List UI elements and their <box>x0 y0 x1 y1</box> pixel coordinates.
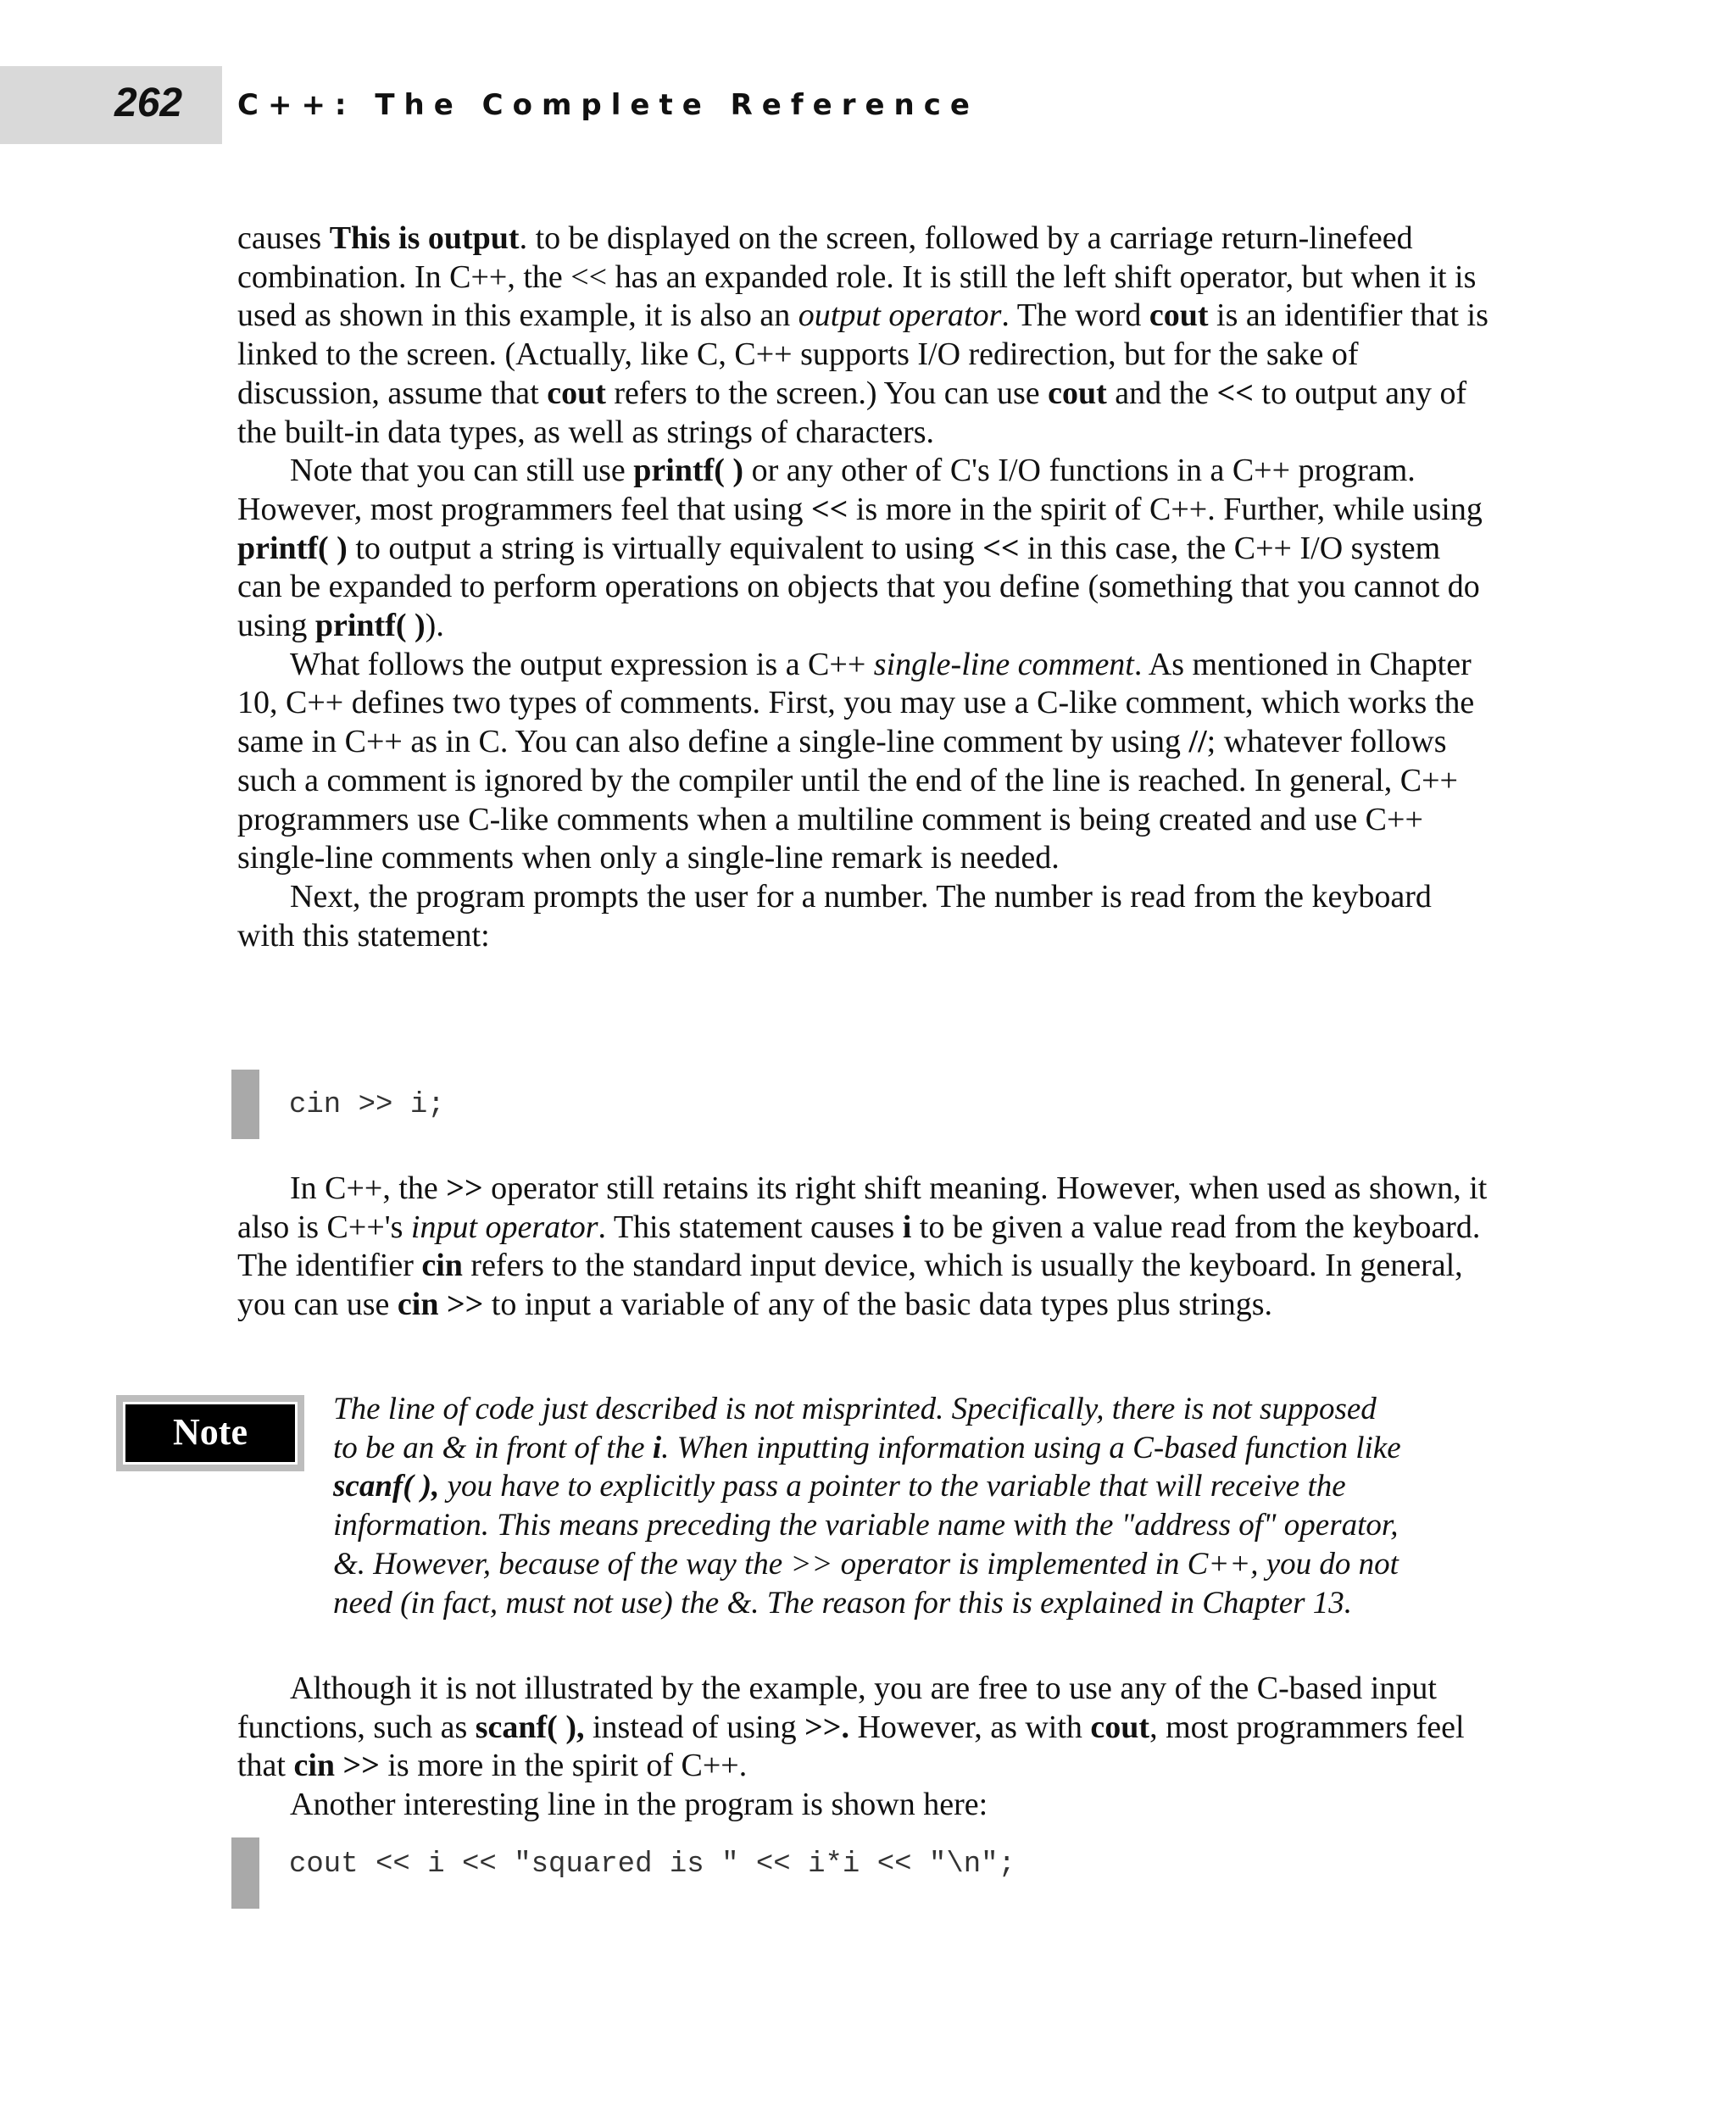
text-run: refers to the screen.) You can use <box>605 375 1049 411</box>
text-run: is more in the spirit of C++. Further, while using <box>848 491 1483 527</box>
italic-text: input operator <box>410 1209 598 1245</box>
text-run: you have to explicitly pass a pointer to the variable that will receive the information. This means preceding the variable name with the "address of" operator, &. However, because of the way the >> operator is implemented in C++, you do not need (in fact, must not use) the &. The reason for this is explained in Chapter 13. <box>333 1469 1399 1621</box>
note-text <box>333 1390 1401 1622</box>
text-run: is an identifier that is linked to the screen. (Actually, like C, C++ supports I/O redirection, but for the sake of discussion, assume that <box>237 297 1488 411</box>
paragraph <box>237 646 1492 878</box>
text-run: Although it is not illustrated by the example, you are free to use any of the C-based input functions, such as <box>237 1671 1437 1745</box>
running-title: C++: The Complete Reference <box>237 88 979 122</box>
bold-text: cout <box>1090 1709 1150 1745</box>
text-run: In C++, the <box>290 1170 447 1206</box>
text-run: and the <box>1106 375 1217 411</box>
paragraph <box>237 452 1492 646</box>
header-band <box>0 66 222 144</box>
text-run: instead of using <box>584 1709 805 1745</box>
bold-text: // <box>1188 724 1207 760</box>
text-run: . As mentioned in Chapter 10, C++ defines two types of comments. First, you may use a C-like comment, which works the same in C++ as in C. You can also define a single-line comment by using <box>237 646 1475 760</box>
bold-text: cin >> <box>293 1748 380 1784</box>
italic-text: single-line comment <box>873 646 1134 682</box>
text-run: to input a variable of any of the basic data types plus strings. <box>483 1287 1273 1323</box>
text-run: . This statement causes <box>598 1209 903 1245</box>
bold-text: << <box>982 530 1020 566</box>
paragraph <box>237 220 1492 452</box>
text-run: However, as with <box>849 1709 1091 1745</box>
section-1 <box>237 220 1492 955</box>
bold-text: cin >> <box>397 1287 484 1323</box>
paragraph <box>333 1390 1401 1622</box>
text-run: , most programmers feel that <box>237 1709 1465 1784</box>
text-run: ). <box>425 608 444 644</box>
paragraph <box>237 1170 1492 1325</box>
bold-text: cout <box>1048 375 1107 411</box>
paragraph <box>237 878 1492 955</box>
bold-text: cin <box>421 1248 463 1284</box>
text-run: ; whatever follows such a comment is ignored by the compiler until the end of the line is reached. In general, C++ programmers use C-like comments when a multiline comment is being created and use C++ single-line comments when only a single-line remark is needed. <box>237 724 1458 876</box>
bold-text: >>. <box>804 1709 849 1745</box>
bold-text: << <box>811 491 849 527</box>
bold-text: scanf( ), <box>475 1709 585 1745</box>
text-run: What follows the output expression is a C++ <box>290 646 874 682</box>
bold-text: printf( ) <box>237 530 348 566</box>
code-bar <box>231 1837 259 1909</box>
section-3 <box>237 1670 1492 1825</box>
bold-text: scanf( ), <box>333 1469 440 1504</box>
text-run: . The word <box>1001 297 1149 334</box>
italic-text: output operator <box>798 297 1002 334</box>
bold-text: i <box>652 1430 662 1465</box>
bold-text: printf( ) <box>314 608 426 644</box>
bold-text: This is output <box>329 220 520 256</box>
code-line: cin >> i; <box>289 1089 445 1121</box>
text-run: . When inputting information using a C-based function like <box>661 1430 1401 1465</box>
text-run: to output a string is virtually equivalent to using <box>347 530 983 566</box>
text-run: to output any of the built-in data types, as well as strings of characters. <box>237 375 1467 450</box>
text-run: refers to the standard input device, which is usually the keyboard. In general, you can use <box>237 1248 1463 1323</box>
text-run: is more in the spirit of C++. <box>379 1748 748 1784</box>
bold-text: cout <box>1149 297 1209 334</box>
paragraph <box>237 1786 1492 1825</box>
bold-text: cout <box>547 375 606 411</box>
bold-text: printf( ) <box>633 453 744 489</box>
code-line: cout << i << "squared is " << i*i << "\n"; <box>289 1848 1015 1881</box>
section-2 <box>237 1170 1492 1325</box>
code-bar <box>231 1070 259 1139</box>
bold-text: << <box>1216 375 1254 411</box>
note-label-box <box>116 1395 304 1471</box>
page-number: 262 <box>114 81 183 125</box>
paragraph <box>237 1670 1492 1786</box>
bold-text: i <box>902 1209 912 1245</box>
text-run: or any other of C's I/O functions in a C++ program. However, most programmers feel that using <box>237 453 1416 527</box>
text-run: . to be displayed on the screen, followed by a carriage return-linefeed combination. In C++, the << has an expanded role. It is still the left shift operator, but when it is used as shown in this example, it is also an <box>237 220 1477 334</box>
text-run: in this case, the C++ I/O system can be expanded to perform operations on objects that you define (something that you cannot do using <box>237 530 1480 644</box>
text-run: Note that you can still use <box>290 453 634 489</box>
bold-text: >> <box>446 1170 483 1206</box>
note-label: Note <box>123 1402 298 1465</box>
text-run: to be given a value read from the keyboard. The identifier <box>237 1209 1481 1284</box>
text-run: Another interesting line in the program is shown here: <box>290 1787 988 1823</box>
text-run: operator still retains its right shift meaning. However, when used as shown, it also is C++'s <box>237 1170 1488 1245</box>
text-run: causes <box>237 220 330 256</box>
text-run: Next, the program prompts the user for a number. The number is read from the keyboard with this statement: <box>237 878 1432 953</box>
text-run: The line of code just described is not misprinted. Specifically, there is not supposed to be an & in front of the <box>333 1392 1377 1465</box>
